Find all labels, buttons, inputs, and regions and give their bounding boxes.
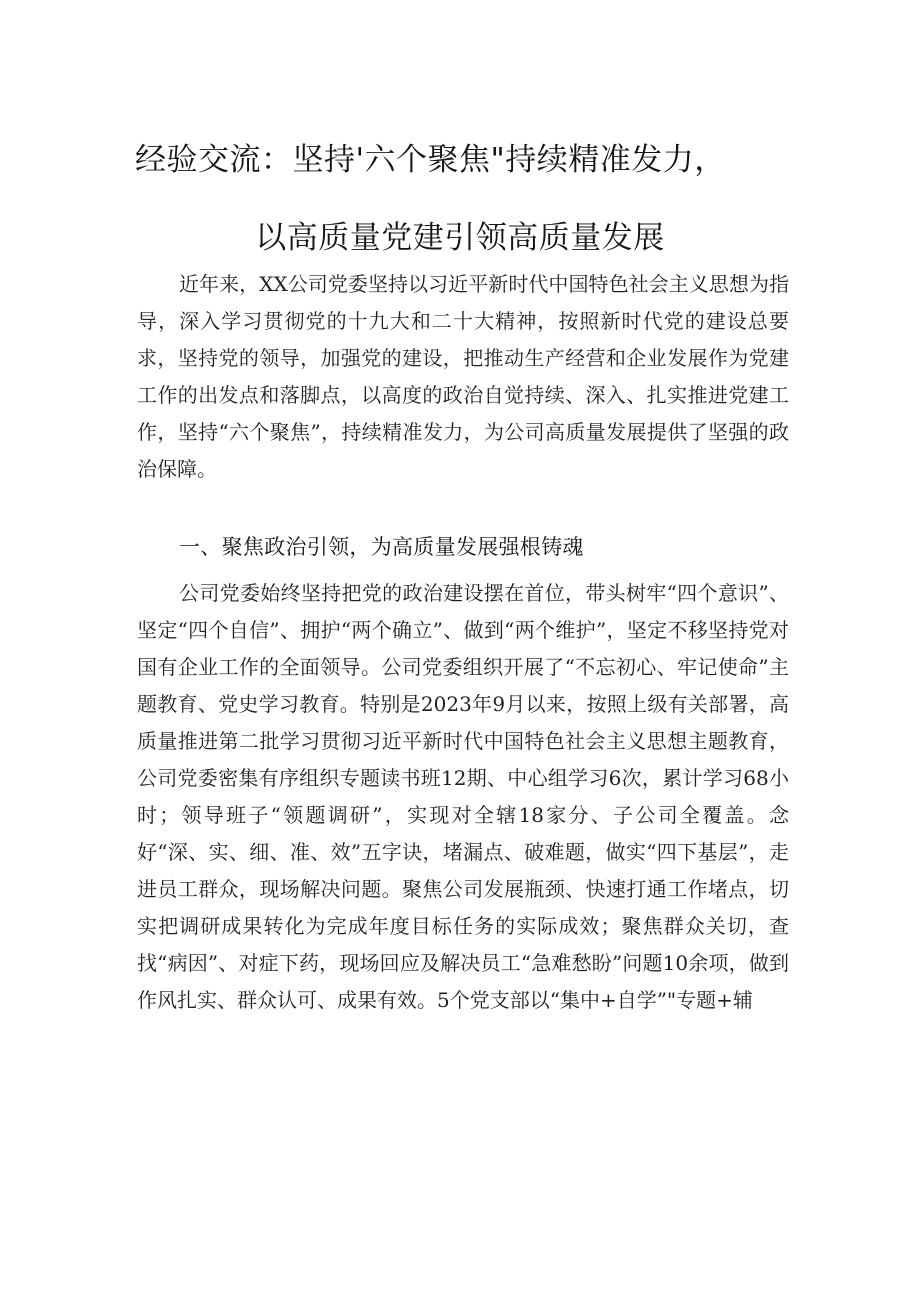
document-title-line-1: 经验交流：坚持'六个聚焦"持续精准发力， — [135, 142, 726, 178]
section-1-paragraph: 公司党委始终坚持把党的政治建设摆在首位，带头树牢“四个意识”、坚定“四个自信”、拥护“两个确立”、做到“两个维护”，坚定不移坚持党对国有企业工作的全面领导。公司党委组织开展了“不忘初心、牢记使命”主题教育、党史学习教育。特别是2023年9月以来，按照上级有关部署，高质量推进第二批学习贯彻习近平新时代中国特色社会主义思想主题教育，公司党委密集有序组织专题读书班12期、中心组学习6次，累计学习68小时；领导班子“领题调研”，实现对全辖18家分、子公司全覆盖。念好“深、实、细、准、效”五字诀，堵漏点、破难题，做实“四下基层”，走进员工群众，现场解决问题。聚焦公司发展瓶颈、快速打通工作堵点，切实把调研成果转化为完成年度目标任务的实际成效；聚焦群众关切，查找“病因”、对症下药，现场回应及解决员工“急难愁盼”问题10余项，做到作风扎实、群众认可、成果有效。5个党支部以“集中+自学”"专题+辅 — [137, 581, 789, 1012]
document-title-line-2: 以高质量党建引领高质量发展 — [255, 220, 665, 256]
intro-paragraph: 近年来，XX公司党委坚持以习近平新时代中国特色社会主义思想为指导，深入学习贯彻党的十九大和二十大精神，按照新时代党的建设总要求，坚持党的领导，加强党的建设，把推动生产经营和企业发展作为党建工作的出发点和落脚点，以高度的政治自觉持续、深入、扎实推进党建工作，坚持“六个聚焦”，持续精准发力，为公司高质量发展提供了坚强的政治保障。 — [137, 272, 789, 481]
section-1-heading: 一、聚焦政治引领，为高质量发展强根铸魂 — [179, 535, 584, 559]
